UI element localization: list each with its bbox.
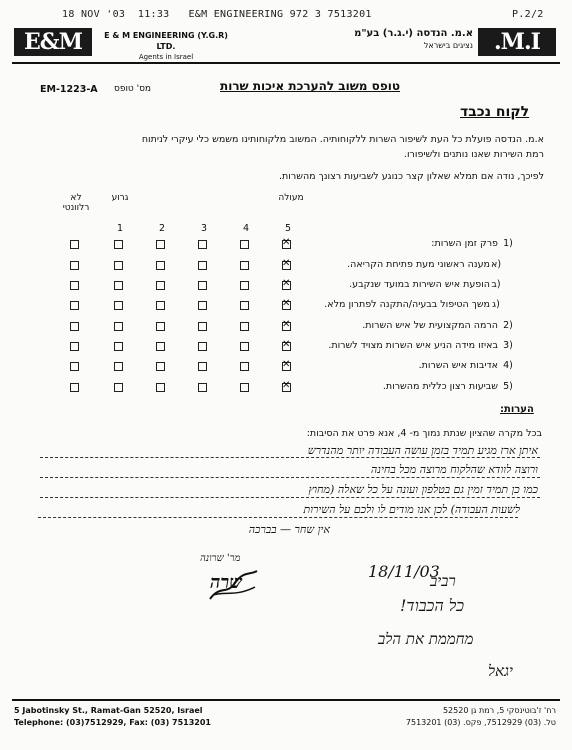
form-number: EM-1223-A <box>40 84 98 95</box>
question-label: מענה ראשוני מעת פתיחת הקריאה. <box>347 259 490 270</box>
company-tagline-he: נציגים בישראל <box>423 41 473 50</box>
checkbox-score-3[interactable] <box>198 301 207 310</box>
checkbox-not-relevant[interactable] <box>70 240 79 249</box>
note-line-2: כל הכבוד! <box>400 596 465 615</box>
checkbox-not-relevant[interactable] <box>70 342 79 351</box>
question-number: א) <box>490 259 502 270</box>
intro-line-2: רמת השירות שאנו נותנים ולשיפורו. <box>403 149 544 160</box>
signature-label: מר' שרונה <box>200 553 241 564</box>
checkbox-score-3[interactable] <box>198 281 207 290</box>
checkbox-score-1[interactable] <box>114 261 123 270</box>
checkbox-score-3[interactable] <box>198 383 207 392</box>
footer-phone-en: Telephone: (03)7512929, Fax: (03) 7513201 <box>14 718 211 727</box>
question-label: אדיבות איש השרות. <box>418 360 498 371</box>
fax-header <box>62 9 562 20</box>
checkbox-score-5[interactable] <box>282 281 291 290</box>
question-number: 4) <box>503 360 513 371</box>
checkbox-score-2[interactable] <box>156 362 165 371</box>
question-label: הופעת איש השירות במועד שנקבע. <box>349 279 490 290</box>
checkbox-score-5[interactable] <box>282 362 291 371</box>
checkbox-score-4[interactable] <box>240 281 249 290</box>
column-not-relevant <box>56 193 96 213</box>
checkbox-score-2[interactable] <box>156 383 165 392</box>
checkbox-not-relevant[interactable] <box>70 261 79 270</box>
checkbox-not-relevant[interactable] <box>70 322 79 331</box>
note-line-3: מחממת את הלב <box>378 630 474 648</box>
checkbox-score-1[interactable] <box>114 301 123 310</box>
intro-line-3: לפיכך, נודה אם תמלא שאלון קצר כנוגע לשביעות רצונך מהשרות. <box>279 171 544 182</box>
company-name-en <box>96 30 236 63</box>
checkbox-score-3[interactable] <box>198 261 207 270</box>
checkbox-not-relevant[interactable] <box>70 383 79 392</box>
scale-5: 5 <box>284 223 292 234</box>
checkbox-score-1[interactable] <box>114 322 123 331</box>
checkbox-score-4[interactable] <box>240 383 249 392</box>
checkbox-score-4[interactable] <box>240 362 249 371</box>
checkbox-not-relevant[interactable] <box>70 362 79 371</box>
question-label: הרמה המקצועית של איש השרות. <box>362 320 498 331</box>
footer-divider <box>12 699 560 701</box>
fax-time: 11:33 <box>137 9 170 20</box>
footer-address-he: רח' ז'בוטינסקי 5, רמת גן 52520 <box>442 706 556 715</box>
signature: שרה <box>210 572 242 593</box>
checkbox-score-4[interactable] <box>240 240 249 249</box>
question-number: 1) <box>503 238 513 249</box>
checkbox-score-2[interactable] <box>156 240 165 249</box>
question-number: 2) <box>503 320 513 331</box>
checkbox-not-relevant[interactable] <box>70 281 79 290</box>
company-name-en-text: E & M ENGINEERING (Y.G.R) LTD. <box>104 31 228 51</box>
checkbox-score-2[interactable] <box>156 261 165 270</box>
handwritten-note-line-1: איתן ארז מגיע תמיד בזמן עושה העבודה יותר מהנדרש <box>307 444 538 457</box>
checkbox-score-3[interactable] <box>198 342 207 351</box>
form-number-label: מס' טופס <box>114 84 152 94</box>
checkbox-score-1[interactable] <box>114 240 123 249</box>
form-title: טופס משוב להערכת איכות שרות <box>220 79 400 93</box>
column-poor: גרוע <box>111 193 129 203</box>
checkbox-score-3[interactable] <box>198 322 207 331</box>
question-number: ג) <box>492 299 500 310</box>
scale-4: 4 <box>242 223 250 234</box>
notes-line <box>40 497 540 499</box>
signature-scribble <box>205 565 265 605</box>
customer-salutation: לקוח נכבד <box>460 104 530 120</box>
scale-2: 2 <box>158 223 166 234</box>
scale-1: 1 <box>116 223 124 234</box>
checkbox-score-5[interactable] <box>282 342 291 351</box>
handwritten-date: 18/11/03 <box>368 562 440 581</box>
checkbox-score-5[interactable] <box>282 240 291 249</box>
note-line-1: רביב <box>430 572 456 590</box>
fax-sender: E&M ENGINEERING 972 3 7513201 <box>188 9 372 20</box>
handwritten-note-line-5: אין שחר — בברכה <box>248 523 330 536</box>
question-label: פרק זמן השרות: <box>431 238 498 249</box>
checkbox-score-3[interactable] <box>198 240 207 249</box>
footer-phone-he: טל. (03) 7512929, פקס. (03) 7513201 <box>405 718 556 727</box>
footer-contact-he <box>376 705 556 729</box>
notes-line <box>40 477 540 479</box>
company-logo-left: E&M <box>14 28 92 56</box>
checkbox-score-2[interactable] <box>156 281 165 290</box>
checkbox-score-1[interactable] <box>114 342 123 351</box>
checkbox-score-1[interactable] <box>114 362 123 371</box>
note-line-4: יגאל <box>488 662 513 680</box>
fax-page-number: P.2/2 <box>512 9 544 20</box>
question-number: 5) <box>503 381 513 392</box>
checkbox-score-2[interactable] <box>156 342 165 351</box>
question-number: ב) <box>491 279 501 290</box>
intro-line-1: א.מ. הנדסה פועלת כל העת לשיפור השרות ללקוחותיה. המשוב מלקוחותינו משמש כלי עיקרי לניתוח <box>141 134 544 145</box>
company-tagline-en: Agents in Israel <box>138 53 194 61</box>
footer-contact-en <box>14 705 211 729</box>
checkbox-score-5[interactable] <box>282 261 291 270</box>
scale-3: 3 <box>200 223 208 234</box>
handwritten-note-line-4: לשעות העבודה) לכן אנו מודים לו ולכם על השירות <box>303 503 520 516</box>
checkbox-score-1[interactable] <box>114 383 123 392</box>
company-logo-right: .M.I <box>478 28 556 56</box>
checkbox-score-4[interactable] <box>240 342 249 351</box>
notes-title: הערות: <box>500 404 534 415</box>
company-name-he-text: א.מ. הנדסה (י.ג.ר) בע"מ <box>354 28 473 39</box>
company-name-he <box>318 28 473 52</box>
notes-instruction: בכל מקרה שהציון שנתת נמוך מ- 4, אנא פרט את הסיבות: <box>306 428 542 439</box>
question-label: באיזו מידה הניע איש השרות מצויד לשרות. <box>328 340 498 351</box>
checkbox-score-4[interactable] <box>240 322 249 331</box>
fax-date: 18 NOV '03 <box>62 9 126 20</box>
letterhead-divider <box>12 62 560 64</box>
question-number: 3) <box>503 340 513 351</box>
checkbox-not-relevant[interactable] <box>70 301 79 310</box>
column-not-relevant-line2: רלוונטי <box>62 203 90 213</box>
checkbox-score-5[interactable] <box>282 322 291 331</box>
question-label: משך הטיפול בבעיה/התקנה לפתרון מלא. <box>324 299 490 310</box>
notes-line <box>38 517 518 519</box>
checkbox-score-5[interactable] <box>282 301 291 310</box>
checkbox-score-1[interactable] <box>114 281 123 290</box>
column-excellent: מעולה <box>278 193 304 203</box>
checkbox-score-5[interactable] <box>282 383 291 392</box>
checkbox-score-2[interactable] <box>156 322 165 331</box>
footer-address-en: 5 Jabotinsky St., Ramat-Gan 52520, Israel <box>14 706 203 715</box>
notes-line <box>40 457 540 459</box>
question-label: שביעות רצון כללית מהשרות. <box>382 381 498 392</box>
checkbox-score-4[interactable] <box>240 261 249 270</box>
column-not-relevant-line1: לא <box>70 193 82 203</box>
handwritten-note-line-2: ורוצה לוודא שהלקוח מרוצה מכל בחינה <box>370 463 538 476</box>
handwritten-note-line-3: כמו כן תמיד זמין גם בטלפון ועונה על כל שאלה (מחוץ <box>308 483 538 496</box>
checkbox-score-2[interactable] <box>156 301 165 310</box>
checkbox-score-3[interactable] <box>198 362 207 371</box>
checkbox-score-4[interactable] <box>240 301 249 310</box>
